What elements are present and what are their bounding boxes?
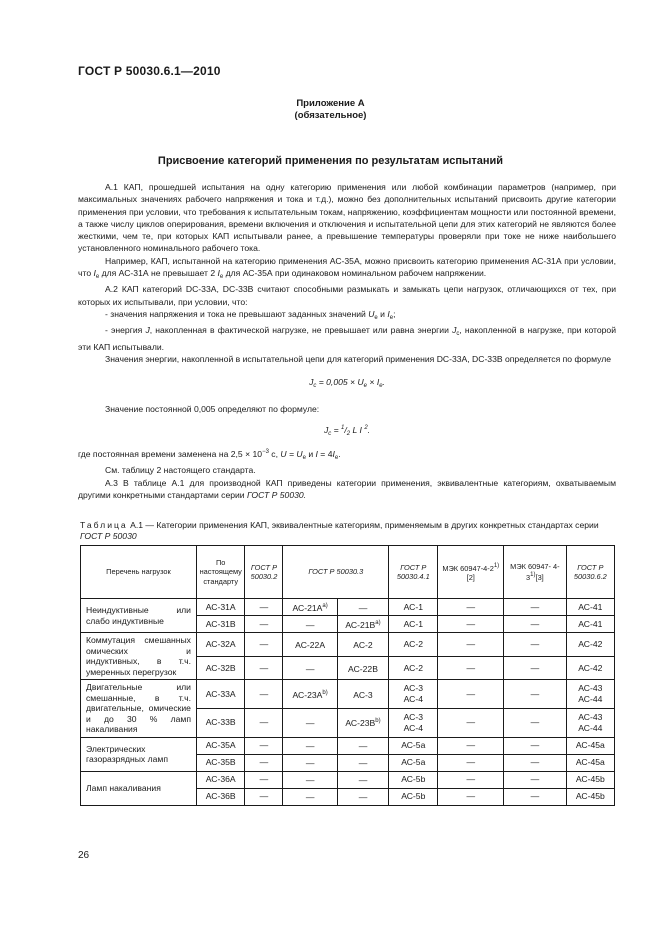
table-row [81, 737, 615, 754]
header-iec-4-2: МЭК 60947-4-2$^{1)}$[2] [438, 546, 504, 599]
category-cell: АС-35В [196, 754, 245, 771]
category-cell: АС-33А [196, 680, 245, 709]
gost-4-1-cell: АС-1 [389, 616, 438, 633]
gost-3-a-cell: — [283, 771, 337, 788]
category-cell: АС-35А [196, 737, 245, 754]
gost-2-cell: — [245, 599, 283, 616]
iec-4-3-cell: — [504, 680, 567, 709]
table-row [81, 599, 615, 616]
category-cell: АС-31В [196, 616, 245, 633]
gost-3-b-cell: — [337, 599, 388, 616]
gost-2-cell: — [245, 708, 283, 737]
gost-4-1-cell: АС-3 АС-4 [389, 708, 438, 737]
gost-3-b-cell: — [337, 771, 388, 788]
load-name-cell: Коммутация смешанных омических и индуктивных, в т.ч. умеренных перегрузок [81, 633, 197, 680]
paragraph-a1: А.1 КАП, прошедшей испытания на одну категорию применения или любой комбинации параметров (например, при максимальных значениях рабочего напряжения и тока и т.д.), можно без дополнительных испытаний присвоить другие категории применения при условии, что требования к испытательным токам, напряжению, коэффициентам мощности или постоянной времени, а также числу циклов оперирования, времени включения и отключения и испытательной цепи для этих категорий не являются более жесткими, чем те, при которых КАП испытывали ранее, а превышение температуры проверяли при токе не ниже наибольшего установленного номинального рабочего тока. [78, 182, 616, 254]
iec-4-2-cell: — [438, 788, 504, 805]
gost-3-b-cell: — [337, 737, 388, 754]
category-cell: АС-33В [196, 708, 245, 737]
iec-4-3-cell: — [504, 771, 567, 788]
paragraph-see-table: См. таблицу 2 настоящего стандарта. [105, 465, 256, 476]
iec-4-3-cell: — [504, 599, 567, 616]
iec-4-3-cell: — [504, 788, 567, 805]
document-header: ГОСТ Р 50030.6.1—2010 [78, 64, 221, 78]
category-cell: АС-31А [196, 599, 245, 616]
load-name-cell: Ламп накаливания [81, 771, 197, 805]
header-iec-4-3: МЭК 60947- 4-3$^{1)}$[3] [504, 546, 567, 599]
list-item-voltage: - значения напряжения и тока не превышают заданных значений $U_e$ и $I_e$; [105, 308, 396, 321]
appendix-title: Приложение А [296, 98, 365, 109]
body-text [78, 181, 616, 501]
gost-6-2-cell: АС-45а [566, 754, 614, 771]
gost-6-2-cell: АС-42 [566, 633, 614, 657]
iec-4-2-cell: — [438, 616, 504, 633]
gost-4-1-cell: АС-5а [389, 737, 438, 754]
paragraph-energy: Значения энергии, накопленной в испытательной цепи для категорий применения DC-33A, DC-33B определяется по формуле [105, 353, 611, 364]
gost-3-b-cell: — [337, 754, 388, 771]
header-gost-4-1: ГОСТ Р 50030.4.1 [389, 546, 438, 599]
iec-4-2-cell: — [438, 754, 504, 771]
gost-6-2-cell: АС-42 [566, 656, 614, 680]
gost-2-cell: — [245, 633, 283, 657]
header-gost-3: ГОСТ Р 50030.3 [283, 546, 389, 599]
formula-constant: $J_c = ^1/_2$ L I $^2$. [323, 424, 371, 437]
load-name-cell: Неиндуктивные или слабо индуктивные [81, 599, 197, 633]
table-body [81, 599, 615, 806]
gost-6-2-cell: АС-41 [566, 599, 614, 616]
gost-4-1-cell: АС-2 [389, 633, 438, 657]
iec-4-2-cell: — [438, 680, 504, 709]
list-item-energy: - энергия J, накопленная в фактической нагрузке, не превышает или равна энергии $J_c$, накопленной в нагрузке, при которой эти КАП испытывали. [78, 325, 617, 352]
iec-4-3-cell: — [504, 737, 567, 754]
gost-3-b-cell: АС-2 [337, 633, 388, 657]
gost-3-b-cell: $АС-21В^{а)}$ [337, 616, 388, 633]
gost-6-2-cell: АС-41 [566, 616, 614, 633]
gost-2-cell: — [245, 656, 283, 680]
gost-6-2-cell: АС-45а [566, 737, 614, 754]
gost-3-b-cell: — [337, 788, 388, 805]
gost-3-a-cell: — [283, 737, 337, 754]
gost-3-a-cell: — [283, 616, 337, 633]
paragraph-example: Например, КАП, испытанной на категорию применения АС-35А, можно присвоить категорию применения АС-31А при условии, что $I_e$ для АС-31А не превышает 2 $I_e$ для АС-35А при одинаковом номинальном рабочем напряжении. [78, 255, 616, 281]
gost-2-cell: — [245, 771, 283, 788]
paragraph-a3: А.3 В таблице А.1 для производной КАП приведены категории применения, эквивалентные категориям, охватываемым другими конкретными стандартами серии ГОСТ Р 50030. [78, 477, 616, 500]
header-this-standard: По настоящему стандарту [196, 546, 245, 599]
gost-3-a-cell: — [283, 708, 337, 737]
gost-2-cell: — [245, 737, 283, 754]
gost-3-b-cell: АС-22В [337, 656, 388, 680]
gost-6-2-cell: АС-43 АС-44 [566, 680, 614, 709]
iec-4-3-cell: — [504, 616, 567, 633]
table-caption: Таблица А.1 — Категории применения КАП, эквивалентные категориям, применяемым в других конкретных стандартах серии ГОСТ Р 50030 [80, 520, 599, 541]
header-gost-2: ГОСТ Р 50030.2 [245, 546, 283, 599]
gost-3-a-cell: $АС-23А^{b)}$ [283, 680, 337, 709]
category-cell: АС-32А [196, 633, 245, 657]
gost-3-a-cell: АС-22А [283, 633, 337, 657]
gost-2-cell: — [245, 788, 283, 805]
gost-2-cell: — [245, 754, 283, 771]
gost-6-2-cell: АС-43 АС-44 [566, 708, 614, 737]
categories-table [80, 545, 615, 806]
table-row [81, 680, 615, 709]
iec-4-2-cell: — [438, 708, 504, 737]
load-name-cell: Двигательные или смешанные, в т.ч. двигательные, омические и до 30 % ламп накаливания [81, 680, 197, 738]
load-name-cell: Электрических газоразрядных ламп [81, 737, 197, 771]
iec-4-3-cell: — [504, 708, 567, 737]
gost-4-1-cell: АС-5b [389, 771, 438, 788]
iec-4-3-cell: — [504, 656, 567, 680]
gost-3-a-cell: — [283, 656, 337, 680]
appendix-subtitle: (обязательное) [294, 110, 367, 121]
paragraph-a2: А.2 КАП категорий DC-33A, DC-33B считают способными размыкать и замыкать цепи нагрузок, отличающихся от тех, при которых их испытывали, при условии, что: [78, 284, 616, 307]
category-cell: АС-36В [196, 788, 245, 805]
section-title: Присвоение категорий применения по результатам испытаний [157, 155, 504, 167]
table-header-row [81, 546, 615, 599]
gost-3-b-cell: АС-3 [337, 680, 388, 709]
iec-4-3-cell: — [504, 633, 567, 657]
header-gost-6-2: ГОСТ Р 50030.6.2 [566, 546, 614, 599]
paragraph-constant: Значение постоянной 0,005 определяют по формуле: [105, 404, 320, 415]
paragraph-time-constant: где постоянная времени заменена на $2,5 \times 10^{-3}$ c, $U = U_e$ и $I = 4I_e$. [78, 449, 341, 462]
gost-2-cell: — [245, 616, 283, 633]
gost-4-1-cell: АС-5b [389, 788, 438, 805]
iec-4-2-cell: — [438, 633, 504, 657]
iec-4-2-cell: — [438, 656, 504, 680]
gost-2-cell: — [245, 680, 283, 709]
gost-6-2-cell: АС-45b [566, 771, 614, 788]
gost-6-2-cell: АС-45b [566, 788, 614, 805]
gost-3-b-cell: $АС-23В^{b)}$ [337, 708, 388, 737]
gost-3-a-cell: — [283, 788, 337, 805]
header-loads: Перечень нагрузок [81, 546, 197, 599]
category-cell: АС-36А [196, 771, 245, 788]
table-row [81, 633, 615, 657]
category-cell: АС-32В [196, 656, 245, 680]
gost-4-1-cell: АС-3 АС-4 [389, 680, 438, 709]
gost-3-a-cell: — [283, 754, 337, 771]
iec-4-2-cell: — [438, 771, 504, 788]
gost-4-1-cell: АС-5а [389, 754, 438, 771]
iec-4-2-cell: — [438, 737, 504, 754]
formula-energy: $J_c = 0,005 \times U_e \times I_e$. [309, 377, 385, 390]
table-row [81, 771, 615, 788]
gost-4-1-cell: АС-1 [389, 599, 438, 616]
gost-4-1-cell: АС-2 [389, 656, 438, 680]
page-number: 26 [78, 850, 90, 861]
iec-4-3-cell: — [504, 754, 567, 771]
iec-4-2-cell: — [438, 599, 504, 616]
gost-3-a-cell: $АС-21А^{а)}$ [283, 599, 337, 616]
